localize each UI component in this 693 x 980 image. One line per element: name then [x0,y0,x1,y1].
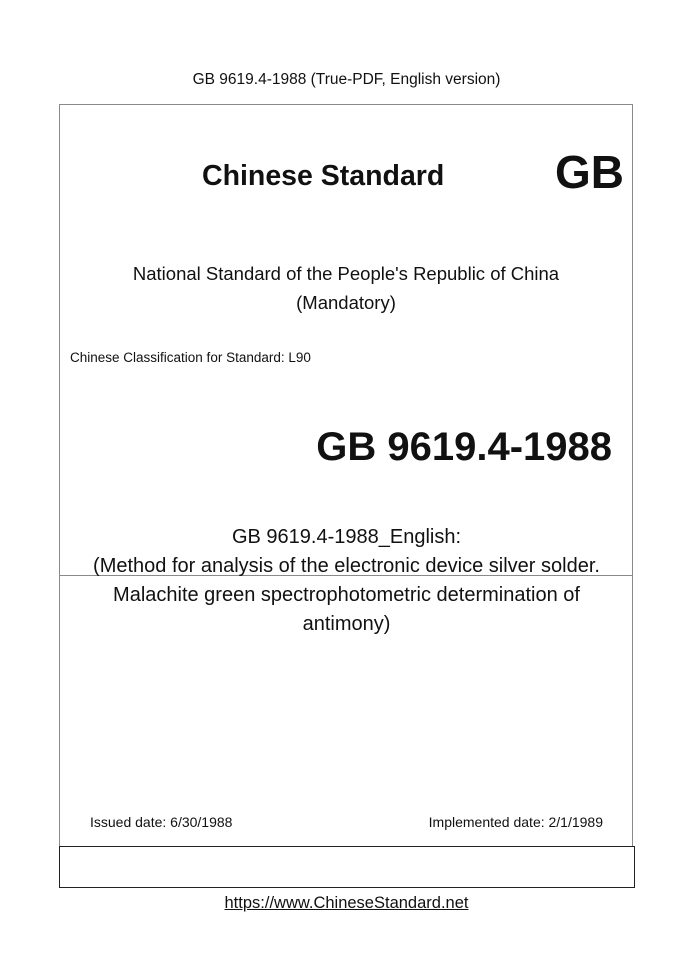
cover-top-section [60,105,632,575]
standard-number: GB 9619.4-1988 [316,425,612,469]
standard-title-line: (Method for analysis of the electronic device silver solder. [93,555,600,577]
standard-title-line: antimony) [302,613,391,635]
title-row [60,146,632,200]
implemented-date: Implemented date: 2/1/1989 [428,814,603,830]
mandatory-label: (Mandatory) [296,292,396,313]
standard-title-line: Malachite green spectrophotometric determination of [113,584,580,606]
issued-date: Issued date: 6/30/1988 [90,814,233,830]
gb-mark: GB [555,146,624,198]
national-standard-label [60,259,632,317]
cover-frame [59,104,633,886]
page-header: GB 9619.4-1988 (True-PDF, English version) [192,71,501,88]
footer [0,894,693,913]
standard-title-line: GB 9619.4-1988_English: [231,526,462,548]
classification-label: Chinese Classification for Standard: L90 [70,350,311,365]
bottom-box [59,846,635,888]
website-link[interactable]: https://www.ChineseStandard.net [224,894,469,912]
national-standard-line: National Standard of the People's Republic of China [132,263,560,284]
chinese-standard-heading: Chinese Standard [202,160,445,192]
standard-title-block [0,523,693,639]
